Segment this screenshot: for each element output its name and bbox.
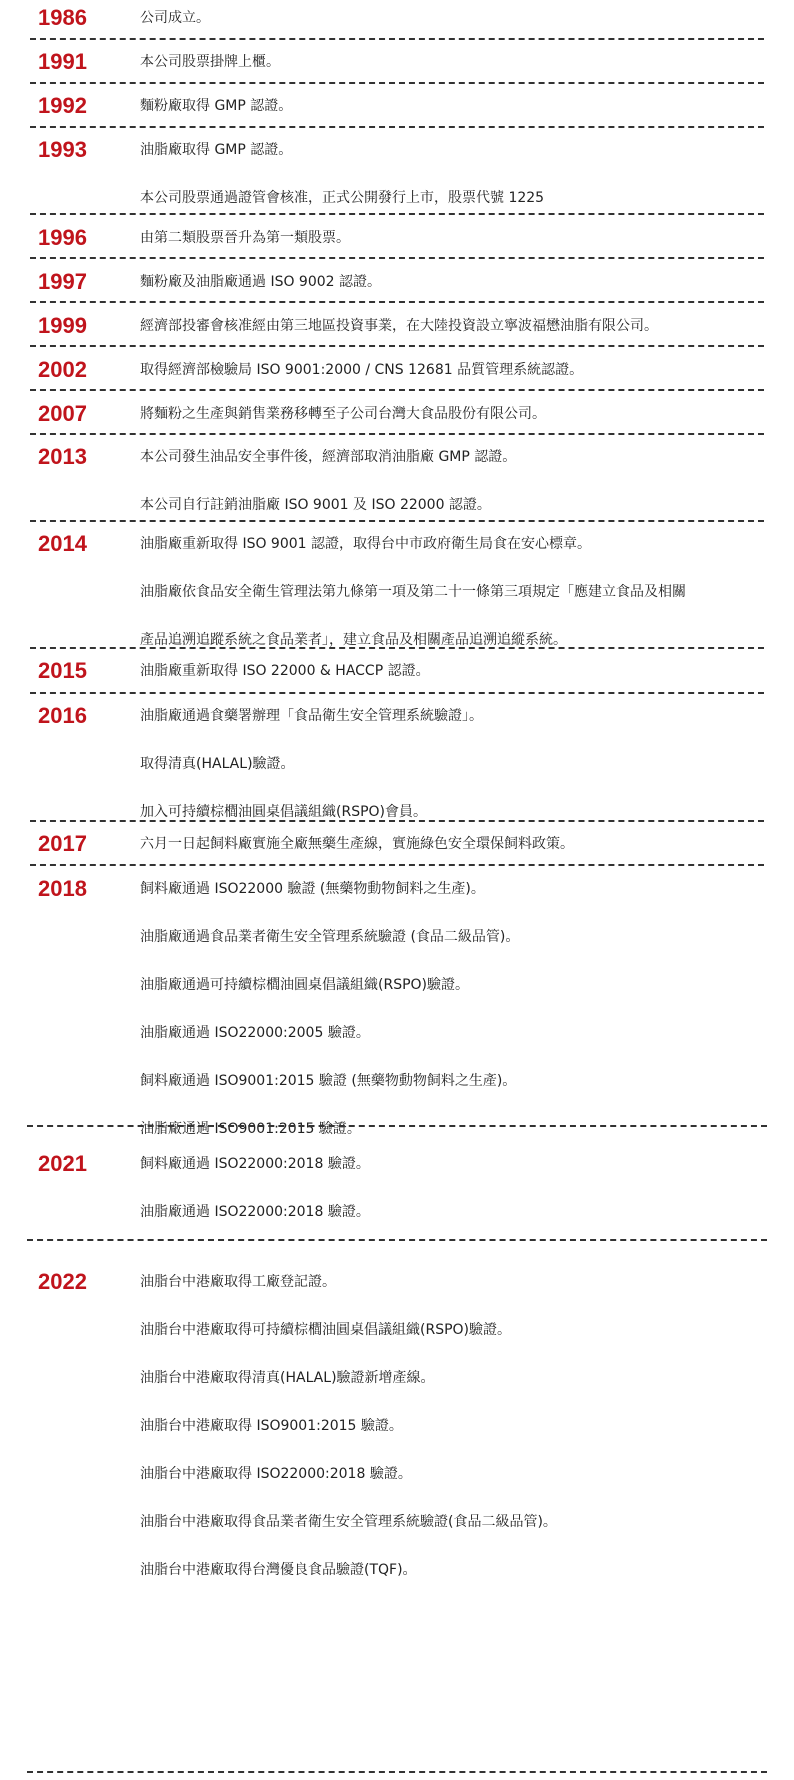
timeline-entry (0, 2, 794, 34)
timeline-event: 飼料廠通過 ISO9001:2015 驗證 (無藥物動物飼料之生產)。 (140, 1073, 517, 1089)
timeline-year: 2016 (38, 703, 87, 728)
section-divider (30, 389, 764, 391)
timeline-year: 2013 (38, 444, 87, 469)
timeline-entry (0, 90, 794, 122)
timeline-event: 油脂廠通過食藥署辦理「食品衛生安全管理系統驗證」。 (140, 708, 483, 724)
timeline-events (140, 873, 794, 1139)
section-divider (30, 647, 764, 649)
timeline-events (140, 655, 794, 681)
timeline-event: 油脂台中港廠取得台灣優良食品驗證(TQF)。 (140, 1562, 417, 1578)
section-divider (27, 1771, 767, 1773)
section-divider (30, 692, 764, 694)
timeline-year: 1986 (38, 5, 87, 30)
timeline-event: 油脂廠通過食品業者衛生安全管理系統驗證 (食品二級品管)。 (140, 929, 520, 945)
timeline-event: 本公司發生油品安全事件後，經濟部取消油脂廠 GMP 認證。 (140, 449, 517, 465)
timeline-event: 取得經濟部檢驗局 ISO 9001:2000 / CNS 12681 品質管理系統認證。 (140, 362, 584, 378)
timeline-event: 油脂台中港廠取得 ISO9001:2015 驗證。 (140, 1418, 403, 1434)
timeline-entry (0, 134, 794, 208)
timeline-event: 本公司股票通過證管會核准，正式公開發行上市，股票代號 1225 (140, 190, 545, 206)
timeline-events (140, 266, 794, 292)
timeline-year: 2002 (38, 357, 87, 382)
timeline-event: 油脂廠通過 ISO22000:2018 驗證。 (140, 1204, 370, 1220)
timeline-entry (0, 310, 794, 342)
section-divider (30, 820, 764, 822)
timeline-events (140, 46, 794, 72)
timeline-entry (0, 1148, 794, 1222)
timeline-entry (0, 828, 794, 860)
timeline-year: 1991 (38, 49, 87, 74)
timeline-year: 1999 (38, 313, 87, 338)
timeline-event: 油脂廠依食品安全衛生管理法第九條第一項及第二十一條第三項規定「應建立食品及相關 (140, 584, 686, 600)
timeline-event: 油脂廠通過 ISO22000:2005 驗證。 (140, 1025, 370, 1041)
timeline-entry (0, 354, 794, 386)
section-divider (30, 82, 764, 84)
section-divider (30, 257, 764, 259)
section-divider (30, 433, 764, 435)
timeline-year: 2017 (38, 831, 87, 856)
timeline-event: 油脂台中港廠取得工廠登記證。 (140, 1274, 336, 1290)
timeline-event: 飼料廠通過 ISO22000:2018 驗證。 (140, 1156, 370, 1172)
timeline-entry (0, 528, 794, 650)
timeline-year: 2007 (38, 401, 87, 426)
timeline-events (140, 528, 794, 650)
timeline-event: 麵粉廠及油脂廠通過 ISO 9002 認證。 (140, 274, 382, 290)
timeline-entry (0, 441, 794, 515)
section-divider (30, 301, 764, 303)
timeline-events (140, 828, 794, 854)
timeline-events (140, 134, 794, 208)
timeline-year: 2014 (38, 531, 87, 556)
section-divider (27, 1125, 767, 1127)
section-divider (30, 38, 764, 40)
timeline-entry (0, 700, 794, 822)
timeline-year: 1997 (38, 269, 87, 294)
timeline-entry (0, 655, 794, 687)
timeline-events (140, 2, 794, 28)
timeline-year: 2015 (38, 658, 87, 683)
timeline-event: 油脂台中港廠取得可持續棕櫚油圓桌倡議組織(RSPO)驗證。 (140, 1322, 511, 1338)
timeline-entry (0, 1266, 794, 1580)
timeline-event: 加入可持續棕櫚油圓桌倡議組織(RSPO)會員。 (140, 804, 427, 820)
timeline-entry (0, 46, 794, 78)
timeline-entry (0, 873, 794, 1139)
timeline-events (140, 310, 794, 336)
timeline-year: 2018 (38, 876, 87, 901)
timeline-events (140, 398, 794, 424)
timeline-event: 麵粉廠取得 GMP 認證。 (140, 98, 293, 114)
timeline-event: 油脂廠通過可持續棕櫚油圓桌倡議組織(RSPO)驗證。 (140, 977, 469, 993)
section-divider (30, 213, 764, 215)
timeline-events (140, 1148, 794, 1222)
timeline-event: 油脂廠通過 ISO9001:2015 驗證。 (140, 1121, 361, 1137)
timeline-events (140, 441, 794, 515)
timeline-events (140, 90, 794, 116)
section-divider (30, 126, 764, 128)
timeline-event: 產品追溯追蹤系統之食品業者」，建立食品及相關產品追溯追縱系統。 (140, 632, 567, 648)
timeline-event: 油脂廠重新取得 ISO 22000 & HACCP 認證。 (140, 663, 430, 679)
timeline-event: 六月一日起飼料廠實施全廠無藥生產線，實施綠色安全環保飼料政策。 (140, 836, 574, 852)
timeline-event: 本公司股票掛牌上櫃。 (140, 54, 280, 70)
timeline-event: 油脂台中港廠取得清真(HALAL)驗證新增產線。 (140, 1370, 435, 1386)
timeline-entry (0, 222, 794, 254)
timeline-event: 取得清真(HALAL)驗證。 (140, 756, 295, 772)
section-divider (27, 1239, 767, 1241)
timeline-event: 油脂台中港廠取得 ISO22000:2018 驗證。 (140, 1466, 412, 1482)
timeline-event: 經濟部投審會核准經由第三地區投資事業，在大陸投資設立寧波福懋油脂有限公司。 (140, 318, 658, 334)
timeline-year: 1992 (38, 93, 87, 118)
timeline-event: 將麵粉之生產與銷售業務移轉至子公司台灣大食品股份有限公司。 (140, 406, 546, 422)
section-divider (30, 520, 764, 522)
timeline-event: 公司成立。 (140, 10, 210, 26)
timeline-event: 由第二類股票晉升為第一類股票。 (140, 230, 350, 246)
timeline-event: 油脂廠取得 GMP 認證。 (140, 142, 293, 158)
timeline-events (140, 222, 794, 248)
timeline-year: 2021 (38, 1151, 87, 1176)
timeline-events (140, 354, 794, 380)
timeline-year: 1993 (38, 137, 87, 162)
timeline-event: 油脂台中港廠取得食品業者衛生安全管理系統驗證(食品二級品管)。 (140, 1514, 557, 1530)
timeline-entry (0, 266, 794, 298)
section-divider (30, 345, 764, 347)
timeline-event: 本公司自行註銷油脂廠 ISO 9001 及 ISO 22000 認證。 (140, 497, 491, 513)
timeline-event: 飼料廠通過 ISO22000 驗證 (無藥物動物飼料之生產)。 (140, 881, 485, 897)
timeline-events (140, 700, 794, 822)
timeline-year: 1996 (38, 225, 87, 250)
timeline-entry (0, 398, 794, 430)
timeline-events (140, 1266, 794, 1580)
section-divider (30, 864, 764, 866)
timeline-event: 油脂廠重新取得 ISO 9001 認證，取得台中市政府衛生局食在安心標章。 (140, 536, 592, 552)
timeline-year: 2022 (38, 1269, 87, 1294)
